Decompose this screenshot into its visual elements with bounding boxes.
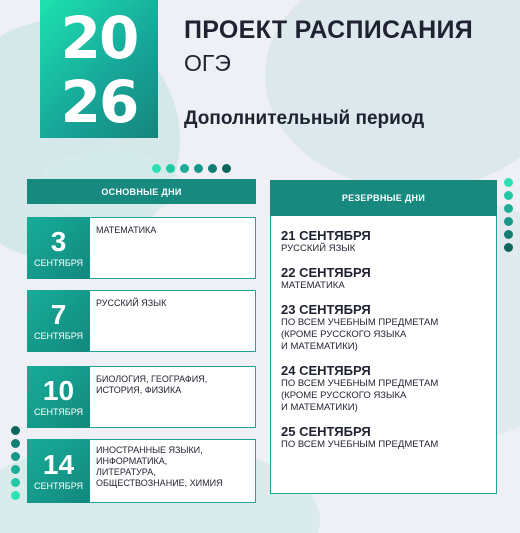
decorative-dot: [504, 178, 513, 187]
date-box: [27, 366, 90, 428]
reserve-item: [281, 424, 486, 451]
page-title: ПРОЕКТ РАСПИСАНИЯ: [184, 16, 474, 44]
main-days-heading: ОСНОВНЫЕ ДНИ: [27, 179, 256, 204]
subject-line: ИНОСТРАННЫЕ ЯЗЫКИ,: [96, 445, 203, 455]
reserve-line: (КРОМЕ РУССКОГО ЯЗЫКА: [281, 329, 407, 340]
subject-box: [90, 217, 256, 279]
decorative-dot: [504, 217, 513, 226]
day-number: 14: [42, 449, 75, 480]
reserve-line: ПО ВСЕМ УЧЕБНЫМ ПРЕДМЕТАМ: [281, 378, 439, 389]
decorative-dot: [222, 164, 231, 173]
reserve-line: И МАТЕМАТИКИ): [281, 341, 358, 352]
date-box: [27, 217, 90, 279]
decorative-dot: [194, 164, 203, 173]
day-number: 10: [42, 375, 75, 406]
reserve-item: [281, 302, 486, 353]
date-box: [27, 290, 90, 352]
main-day-row: [27, 366, 256, 428]
decorative-dot: [166, 164, 175, 173]
decorative-dot: [11, 478, 20, 487]
decorative-dot: [504, 204, 513, 213]
decorative-dots-right: [504, 178, 513, 252]
decorative-dot: [11, 491, 20, 500]
decorative-dot: [208, 164, 217, 173]
reserve-date: 24 СЕНТЯБРЯ: [281, 363, 371, 378]
subject-line: МАТЕМАТИКА: [96, 225, 157, 235]
reserve-days-heading: РЕЗЕРВНЫЕ ДНИ: [270, 180, 497, 216]
decorative-dot: [504, 230, 513, 239]
month-label: СЕНТЯБРЯ: [33, 258, 83, 268]
period-title: Дополнительный период: [184, 108, 425, 129]
decorative-dots-top: [152, 164, 231, 173]
subject-line: БИОЛОГИЯ, ГЕОГРАФИЯ,: [96, 374, 208, 384]
main-day-row: [27, 217, 256, 279]
subject-line: ИНФОРМАТИКА,: [96, 456, 168, 466]
year-bottom: 26: [60, 68, 138, 136]
reserve-line: ПО ВСЕМ УЧЕБНЫМ ПРЕДМЕТАМ: [281, 317, 439, 328]
decorative-dot: [180, 164, 189, 173]
subject-line: ЛИТЕРАТУРА,: [96, 467, 156, 477]
subject-box: [90, 290, 256, 352]
main-day-row: [27, 290, 256, 352]
year-top: 20: [60, 4, 138, 72]
month-label: СЕНТЯБРЯ: [33, 407, 83, 417]
reserve-line: И МАТЕМАТИКИ): [281, 402, 358, 413]
reserve-line: (КРОМЕ РУССКОГО ЯЗЫКА: [281, 390, 407, 401]
day-number: 7: [50, 299, 67, 330]
decorative-dots-left: [11, 426, 20, 500]
subject-line: ОБЩЕСТВОЗНАНИЕ, ХИМИЯ: [96, 478, 223, 488]
reserve-item: [281, 363, 486, 414]
reserve-date: 25 СЕНТЯБРЯ: [281, 424, 371, 439]
subject-box: [90, 366, 256, 428]
decorative-dot: [504, 243, 513, 252]
decorative-dot: [11, 439, 20, 448]
reserve-days-panel: [270, 216, 497, 494]
day-number: 3: [50, 226, 67, 257]
reserve-item: [281, 228, 486, 255]
main-day-row: [27, 439, 256, 503]
decorative-dot: [504, 191, 513, 200]
decorative-dot: [11, 452, 20, 461]
decorative-dot: [152, 164, 161, 173]
subject-box: [90, 439, 256, 503]
reserve-line: РУССКИЙ ЯЗЫК: [281, 243, 356, 254]
decorative-dot: [11, 465, 20, 474]
subject-line: ИСТОРИЯ, ФИЗИКА: [96, 385, 182, 395]
decorative-dot: [11, 426, 20, 435]
month-label: СЕНТЯБРЯ: [33, 481, 83, 491]
reserve-line: ПО ВСЕМ УЧЕБНЫМ ПРЕДМЕТАМ: [281, 439, 439, 450]
year-badge: [40, 0, 158, 138]
month-label: СЕНТЯБРЯ: [33, 331, 83, 341]
reserve-date: 22 СЕНТЯБРЯ: [281, 265, 371, 280]
subject-line: РУССКИЙ ЯЗЫК: [96, 298, 167, 308]
reserve-item: [281, 265, 486, 292]
reserve-date: 21 СЕНТЯБРЯ: [281, 228, 371, 243]
date-box: [27, 439, 90, 503]
page-subtitle: ОГЭ: [184, 50, 231, 76]
reserve-date: 23 СЕНТЯБРЯ: [281, 302, 371, 317]
reserve-line: МАТЕМАТИКА: [281, 280, 345, 291]
